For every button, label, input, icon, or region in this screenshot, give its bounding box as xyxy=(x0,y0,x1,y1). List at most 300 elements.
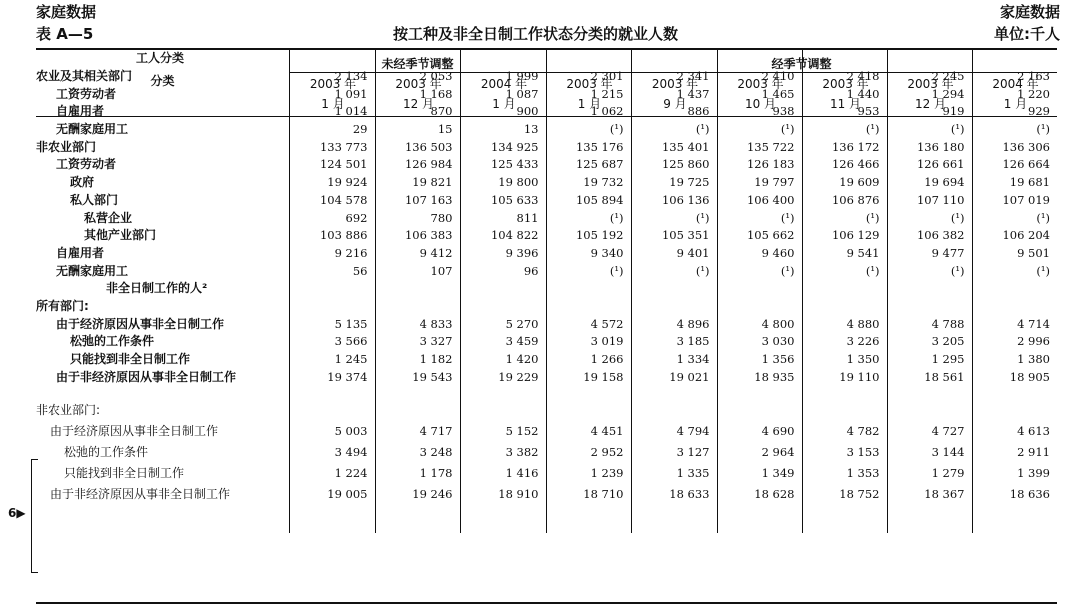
row-label: 私人部门 xyxy=(70,192,119,207)
cell-value: (¹) xyxy=(887,209,972,227)
cell-value: 3 248 xyxy=(375,442,460,463)
cell-value: 105 633 xyxy=(460,192,546,210)
cell-value: 2 996 xyxy=(972,333,1057,351)
cell-value: 1 399 xyxy=(972,463,1057,484)
cell-value: 4 690 xyxy=(717,421,802,442)
cell-value: 107 xyxy=(375,262,460,280)
blank-cell xyxy=(546,519,631,533)
period-year: 2003 年 xyxy=(737,77,784,91)
cell-value: 136 306 xyxy=(972,138,1057,156)
cell-value: 29 xyxy=(289,121,375,139)
cell-value: (¹) xyxy=(717,121,802,139)
cell-value: 1 168 xyxy=(375,85,460,103)
employment-table xyxy=(36,50,1057,533)
cell-value: 900 xyxy=(460,103,546,121)
row-label: 非农业部门 xyxy=(36,139,97,154)
cell-value: 811 xyxy=(460,209,546,227)
cell-value: 4 896 xyxy=(631,315,717,333)
cell-value: 870 xyxy=(375,103,460,121)
cell-value xyxy=(717,298,802,316)
cell-value: 4 833 xyxy=(375,315,460,333)
cell-value: 104 822 xyxy=(460,227,546,245)
cell-value: 9 501 xyxy=(972,245,1057,263)
cell-value: 19 681 xyxy=(972,174,1057,192)
spacer-row xyxy=(36,386,1057,400)
cell-value: 19 800 xyxy=(460,174,546,192)
header-left-line1: 家庭数据 xyxy=(36,3,97,21)
cell-value: (¹) xyxy=(802,262,887,280)
cell-value: 19 246 xyxy=(375,484,460,505)
cell-value: 1 465 xyxy=(717,85,802,103)
cell-value: 2 163 xyxy=(972,68,1057,86)
cell-value: 104 578 xyxy=(289,192,375,210)
period-month: 12 月 xyxy=(914,97,947,111)
row-label: 松弛的工作条件 xyxy=(70,334,155,349)
table-row xyxy=(36,103,1057,121)
cell-value: 9 216 xyxy=(289,245,375,263)
table-row xyxy=(36,121,1057,139)
cell-value: 15 xyxy=(375,121,460,139)
cell-value: 106 204 xyxy=(972,227,1057,245)
cell-value: 106 382 xyxy=(887,227,972,245)
cell-value: 1 220 xyxy=(972,85,1057,103)
cell-value: 3 459 xyxy=(460,333,546,351)
cell-value: 126 664 xyxy=(972,156,1057,174)
cell-value: 18 752 xyxy=(802,484,887,505)
blank-cell xyxy=(36,505,289,519)
spacer-cell xyxy=(887,386,972,400)
cell-value: 2 301 xyxy=(546,68,631,86)
spacer-cell xyxy=(802,386,887,400)
row-label: 由于非经济原因从事非全日制工作 xyxy=(50,487,231,502)
table-row xyxy=(36,463,1057,484)
cell-value: 126 984 xyxy=(375,156,460,174)
row-label: 无酬家庭用工 xyxy=(56,122,129,137)
cell-value: (¹) xyxy=(802,121,887,139)
cell-value xyxy=(460,280,546,298)
cell-value: 135 722 xyxy=(717,138,802,156)
row-label: 工人分类 xyxy=(136,51,185,66)
cell-value xyxy=(972,50,1057,68)
cell-value: 4 800 xyxy=(717,315,802,333)
cell-value: 9 412 xyxy=(375,245,460,263)
unit-label: 单位:千人 xyxy=(994,25,1060,43)
cell-value: 2 245 xyxy=(887,68,972,86)
blank-cell xyxy=(375,519,460,533)
cell-value xyxy=(289,50,375,68)
blank-cell xyxy=(631,519,717,533)
period-month: 1 月 xyxy=(1003,97,1028,111)
blank-cell xyxy=(802,519,887,533)
period-month: 1 月 xyxy=(577,97,602,111)
cell-value: 1 182 xyxy=(375,351,460,369)
cell-value xyxy=(802,50,887,68)
cell-value xyxy=(717,50,802,68)
cell-value: (¹) xyxy=(546,262,631,280)
cell-value xyxy=(289,280,375,298)
cell-value: (¹) xyxy=(631,262,717,280)
cell-value xyxy=(631,280,717,298)
period-month: 9 月 xyxy=(663,97,687,111)
cell-value xyxy=(802,400,887,421)
cell-value: 1 239 xyxy=(546,463,631,484)
row-label: 只能找到非全日制工作 xyxy=(64,466,185,481)
cell-value: 9 396 xyxy=(460,245,546,263)
cell-value xyxy=(546,280,631,298)
cell-value: 9 401 xyxy=(631,245,717,263)
cell-value: 19 821 xyxy=(375,174,460,192)
cell-value xyxy=(631,298,717,316)
cell-value: 4 717 xyxy=(375,421,460,442)
cell-value: 135 176 xyxy=(546,138,631,156)
period-year: 2004 年 xyxy=(992,77,1039,91)
cell-value: 5 270 xyxy=(460,315,546,333)
cell-value: 18 636 xyxy=(972,484,1057,505)
period-month: 1 月 xyxy=(492,97,516,111)
section-bracket xyxy=(31,459,38,573)
cell-value xyxy=(375,280,460,298)
period-year: 2003 年 xyxy=(395,77,442,91)
cell-value: 1 380 xyxy=(972,351,1057,369)
cell-value: 125 860 xyxy=(631,156,717,174)
cell-value: 9 340 xyxy=(546,245,631,263)
cell-value: 105 894 xyxy=(546,192,631,210)
cell-value: 1 356 xyxy=(717,351,802,369)
cell-value: 1 091 xyxy=(289,85,375,103)
cell-value: 106 400 xyxy=(717,192,802,210)
cell-value xyxy=(375,298,460,316)
table-row xyxy=(36,174,1057,192)
row-label: 非农业部门: xyxy=(36,403,101,418)
cell-value xyxy=(972,400,1057,421)
cell-value: 2 952 xyxy=(546,442,631,463)
blank-cell xyxy=(802,505,887,519)
cell-value: 3 153 xyxy=(802,442,887,463)
row-label: 私营企业 xyxy=(84,210,133,225)
cell-value xyxy=(460,298,546,316)
blank-row xyxy=(36,505,1057,519)
cell-value: 3 030 xyxy=(717,333,802,351)
period-month: 12 月 xyxy=(402,97,435,111)
table-row xyxy=(36,351,1057,369)
bottom-rule xyxy=(36,602,1057,604)
cell-value: 18 628 xyxy=(717,484,802,505)
cell-value xyxy=(546,50,631,68)
table-row xyxy=(36,484,1057,505)
period-year: 2004 年 xyxy=(480,77,528,91)
cell-value: 5 152 xyxy=(460,421,546,442)
cell-value xyxy=(802,280,887,298)
cell-value: 107 019 xyxy=(972,192,1057,210)
cell-value xyxy=(887,400,972,421)
cell-value: 3 019 xyxy=(546,333,631,351)
cell-value: 1 215 xyxy=(546,85,631,103)
cell-value xyxy=(631,400,717,421)
cell-value: 1 087 xyxy=(460,85,546,103)
cell-value: (¹) xyxy=(802,209,887,227)
cell-value: 1 295 xyxy=(887,351,972,369)
cell-value: 1 353 xyxy=(802,463,887,484)
cell-value xyxy=(631,50,717,68)
blank-cell xyxy=(375,505,460,519)
cell-value: 19 609 xyxy=(802,174,887,192)
cell-value: 126 183 xyxy=(717,156,802,174)
cell-value: 1 062 xyxy=(546,103,631,121)
spacer-cell xyxy=(631,386,717,400)
cell-value: 18 633 xyxy=(631,484,717,505)
row-label: 工资劳动者 xyxy=(56,157,117,172)
period-month: 10 月 xyxy=(744,97,777,111)
cell-value: 1 437 xyxy=(631,85,717,103)
cell-value: 106 383 xyxy=(375,227,460,245)
blank-cell xyxy=(289,505,375,519)
cell-value: 107 110 xyxy=(887,192,972,210)
cell-value: 19 732 xyxy=(546,174,631,192)
cell-value: 18 367 xyxy=(887,484,972,505)
cell-value: 1 334 xyxy=(631,351,717,369)
cell-value: 2 911 xyxy=(972,442,1057,463)
row-label: 松弛的工作条件 xyxy=(64,445,149,460)
table-number: 表 A—5 xyxy=(36,25,94,43)
cell-value xyxy=(972,298,1057,316)
cell-value xyxy=(460,400,546,421)
group-adjusted: 经季节调整 xyxy=(771,57,832,71)
cell-value xyxy=(460,50,546,68)
cell-value: (¹) xyxy=(717,209,802,227)
cell-value: 18 905 xyxy=(972,368,1057,386)
blank-cell xyxy=(36,519,289,533)
cell-value: 106 136 xyxy=(631,192,717,210)
cell-value: 4 782 xyxy=(802,421,887,442)
row-label: 农业及其相关部门 xyxy=(36,69,133,84)
cell-value: 136 172 xyxy=(802,138,887,156)
cell-value: 133 773 xyxy=(289,138,375,156)
blank-cell xyxy=(289,519,375,533)
cell-value: 2 964 xyxy=(717,442,802,463)
cell-value xyxy=(887,280,972,298)
period-year: 2003 年 xyxy=(651,77,699,91)
cell-value: 126 466 xyxy=(802,156,887,174)
cell-value: 19 924 xyxy=(289,174,375,192)
cell-value: 19 229 xyxy=(460,368,546,386)
cell-value: 1 420 xyxy=(460,351,546,369)
period-year: 2003 年 xyxy=(822,77,869,91)
period-year: 2003 年 xyxy=(907,77,954,91)
cell-value xyxy=(802,298,887,316)
row-label: 自雇用者 xyxy=(56,245,105,260)
table-row xyxy=(36,400,1057,421)
table-row xyxy=(36,333,1057,351)
cell-value: 1 335 xyxy=(631,463,717,484)
cell-value: 886 xyxy=(631,103,717,121)
blank-cell xyxy=(717,519,802,533)
cell-value: 1 178 xyxy=(375,463,460,484)
table-row xyxy=(36,298,1057,316)
cell-value: 1 266 xyxy=(546,351,631,369)
cell-value: 1 279 xyxy=(887,463,972,484)
cell-value: 1 349 xyxy=(717,463,802,484)
cell-value: 103 886 xyxy=(289,227,375,245)
cell-value: 1 999 xyxy=(460,68,546,86)
row-label: 由于经济原因从事非全日制工作 xyxy=(56,316,225,331)
blank-cell xyxy=(546,505,631,519)
cell-value: 19 725 xyxy=(631,174,717,192)
row-label: 工资劳动者 xyxy=(56,86,117,101)
cell-value: 19 110 xyxy=(802,368,887,386)
row-label: 只能找到非全日制工作 xyxy=(70,352,191,367)
cell-value: 19 543 xyxy=(375,368,460,386)
cell-value: 19 797 xyxy=(717,174,802,192)
table-row xyxy=(36,138,1057,156)
cell-value: (¹) xyxy=(887,121,972,139)
cell-value: 3 185 xyxy=(631,333,717,351)
cell-value: 4 727 xyxy=(887,421,972,442)
table-row xyxy=(36,315,1057,333)
cell-value: 1 440 xyxy=(802,85,887,103)
period-year: 2003 年 xyxy=(309,77,357,91)
cell-value: 3 144 xyxy=(887,442,972,463)
cell-value: 136 180 xyxy=(887,138,972,156)
cell-value: 5 135 xyxy=(289,315,375,333)
table-row xyxy=(36,245,1057,263)
table-row xyxy=(36,85,1057,103)
cell-value: 2 134 xyxy=(289,68,375,86)
cell-value: 780 xyxy=(375,209,460,227)
cell-value: 1 245 xyxy=(289,351,375,369)
cell-value: 4 714 xyxy=(972,315,1057,333)
table-row xyxy=(36,156,1057,174)
cell-value: (¹) xyxy=(717,262,802,280)
cell-value: 18 935 xyxy=(717,368,802,386)
cell-value: 106 876 xyxy=(802,192,887,210)
blank-cell xyxy=(460,505,546,519)
blank-cell xyxy=(460,519,546,533)
table-row xyxy=(36,442,1057,463)
blank-cell xyxy=(972,505,1057,519)
cell-value: 135 401 xyxy=(631,138,717,156)
cell-value: 19 694 xyxy=(887,174,972,192)
cell-value xyxy=(887,298,972,316)
cell-value: 4 451 xyxy=(546,421,631,442)
cell-value: 2 418 xyxy=(802,68,887,86)
period-year: 2003 年 xyxy=(566,77,613,91)
cell-value: (¹) xyxy=(631,121,717,139)
cell-value: 9 477 xyxy=(887,245,972,263)
cell-value: 929 xyxy=(972,103,1057,121)
blank-cell xyxy=(887,505,972,519)
spacer-cell xyxy=(546,386,631,400)
table-row xyxy=(36,209,1057,227)
row-label: 其他产业部门 xyxy=(84,228,157,243)
cell-value: 134 925 xyxy=(460,138,546,156)
row-label: 非全日制工作的人² xyxy=(106,281,208,296)
table-row xyxy=(36,368,1057,386)
cell-value: 3 382 xyxy=(460,442,546,463)
cell-value: 1 294 xyxy=(887,85,972,103)
cell-value: 125 433 xyxy=(460,156,546,174)
period-month: 1 月 xyxy=(321,97,345,111)
table-body xyxy=(36,50,1057,533)
cell-value xyxy=(546,400,631,421)
cell-value: 3 566 xyxy=(289,333,375,351)
cell-value xyxy=(887,50,972,68)
cell-value: 105 351 xyxy=(631,227,717,245)
cell-value: 19 021 xyxy=(631,368,717,386)
cell-value: 96 xyxy=(460,262,546,280)
row-label: 自雇用者 xyxy=(56,104,105,119)
cell-value: 3 494 xyxy=(289,442,375,463)
cell-value: 3 205 xyxy=(887,333,972,351)
spacer-cell xyxy=(717,386,802,400)
cell-value: 5 003 xyxy=(289,421,375,442)
blank-cell xyxy=(887,519,972,533)
cell-value: 9 460 xyxy=(717,245,802,263)
cell-value: (¹) xyxy=(972,262,1057,280)
table-row xyxy=(36,262,1057,280)
cell-value: 124 501 xyxy=(289,156,375,174)
cell-value: 692 xyxy=(289,209,375,227)
page-title: 按工种及非全日制工作状态分类的就业人数 xyxy=(392,25,678,43)
cell-value: (¹) xyxy=(546,121,631,139)
row-label: 所有部门: xyxy=(36,298,89,313)
cell-value: 106 129 xyxy=(802,227,887,245)
group-unadjusted: 未经季节调整 xyxy=(381,57,454,71)
cell-value: (¹) xyxy=(972,121,1057,139)
cell-value: 19 005 xyxy=(289,484,375,505)
cell-value: 4 788 xyxy=(887,315,972,333)
blank-row xyxy=(36,519,1057,533)
cell-value xyxy=(972,280,1057,298)
blank-cell xyxy=(972,519,1057,533)
cell-value: 1 224 xyxy=(289,463,375,484)
cell-value: 2 341 xyxy=(631,68,717,86)
cell-value: 1 350 xyxy=(802,351,887,369)
spacer-cell xyxy=(460,386,546,400)
row-label: 无酬家庭用工 xyxy=(56,263,129,278)
table-row xyxy=(36,192,1057,210)
blank-cell xyxy=(631,505,717,519)
cell-value: 125 687 xyxy=(546,156,631,174)
cell-value: 107 163 xyxy=(375,192,460,210)
category-header: 分类 xyxy=(150,74,175,88)
cell-value: 105 192 xyxy=(546,227,631,245)
cell-value xyxy=(289,298,375,316)
page-marker: 6▶ xyxy=(8,506,26,520)
cell-value: (¹) xyxy=(631,209,717,227)
cell-value: 136 503 xyxy=(375,138,460,156)
spacer-cell xyxy=(972,386,1057,400)
cell-value xyxy=(717,400,802,421)
cell-value: 56 xyxy=(289,262,375,280)
period-month: 11 月 xyxy=(829,97,862,111)
cell-value: 3 127 xyxy=(631,442,717,463)
cell-value xyxy=(717,280,802,298)
table-row xyxy=(36,227,1057,245)
cell-value: 3 226 xyxy=(802,333,887,351)
blank-cell xyxy=(717,505,802,519)
cell-value: 9 541 xyxy=(802,245,887,263)
cell-value: 953 xyxy=(802,103,887,121)
cell-value: 4 572 xyxy=(546,315,631,333)
row-label: 由于经济原因从事非全日制工作 xyxy=(50,424,219,439)
header-right-line1: 家庭数据 xyxy=(999,3,1060,21)
cell-value: 2 053 xyxy=(375,68,460,86)
cell-value xyxy=(375,400,460,421)
cell-value: 2 410 xyxy=(717,68,802,86)
cell-value xyxy=(375,50,460,68)
cell-value: 19 374 xyxy=(289,368,375,386)
cell-value xyxy=(289,400,375,421)
